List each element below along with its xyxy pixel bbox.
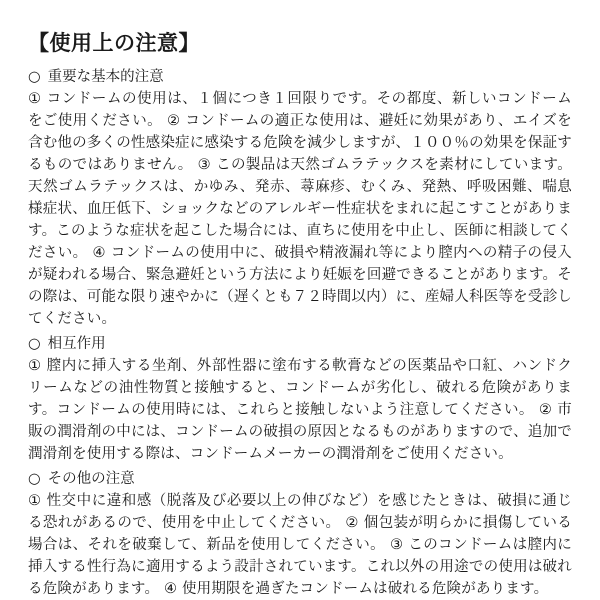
section-body-text: ① 性交中に違和感（脱落及び必要以上の伸びなど）を感じたときは、破損に通じる恐れがあるので、使用を中止してください。 ② 個包装が明らかに損傷している場合は、それを破棄して、新品を使用してください。 ③ このコンドームは膣内に挿入する性行為に適用するよう設計されています。これ以外の用途での使用は破れる危険があります。 ④ 使用期限を過ぎたコンドームは破れる危険があります。 (28, 493, 572, 598)
section-body-text: ① コンドームの使用は、１個につき１回限りです。その都度、新しいコンドームをご使用ください。 ② コンドームの適正な使用は、避妊に効果があり、エイズを含む他の多くの性感染症に感染する危険を減少しますが、１００％の効果を保証するものではありません。 ③ この製品は天然ゴムラテックスを素材にしています。天然ゴムラテックスは、かゆみ、発赤、蕁麻疹、むくみ、発熱、呼吸困難、喘息様症状、血圧低下、ショックなどのアレルギー性症状をまれに起こすことがあります。このような症状を起こした場合には、直ちに使用を中止し、医師に相談してください。 ④ コンドームの使用中に、破損や精液漏れ等により膣内への精子の侵入が疑われる場合、緊急避妊という方法により妊娠を回避できることがあります。その際は、可能な限り速やかに（遅くとも７２時間以内）に、産婦人科医等を受診してください。 (28, 91, 572, 328)
circle-bullet-icon: ○ (28, 471, 41, 488)
circle-bullet-icon: ○ (28, 336, 41, 353)
section-other-cautions (28, 468, 572, 600)
section-heading-text: 重要な基本的注意 (47, 69, 164, 86)
circle-bullet-icon: ○ (28, 69, 41, 86)
section-important-basic-cautions (28, 66, 572, 330)
section-body-text: ① 膣内に挿入する坐剤、外部性器に塗布する軟膏などの医薬品や口紅、ハンドクリームなどの油性物質と接触すると、コンドームが劣化し、破れる危険があります。コンドームの使用時には、これらと接触しないよう注意してください。 ② 市販の潤滑剤の中には、コンドームの破損の原因となるものがありますので、追加で潤滑剤を使用する際は、コンドームメーカーの潤滑剤をご使用ください。 (28, 358, 572, 463)
section-interactions (28, 333, 572, 465)
section-heading (28, 66, 572, 88)
section-heading (28, 468, 572, 490)
page-title: 【使用上の注意】 (28, 31, 200, 55)
section-heading-text: その他の注意 (47, 471, 135, 488)
section-heading (28, 333, 572, 355)
section-heading-text: 相互作用 (47, 336, 106, 353)
